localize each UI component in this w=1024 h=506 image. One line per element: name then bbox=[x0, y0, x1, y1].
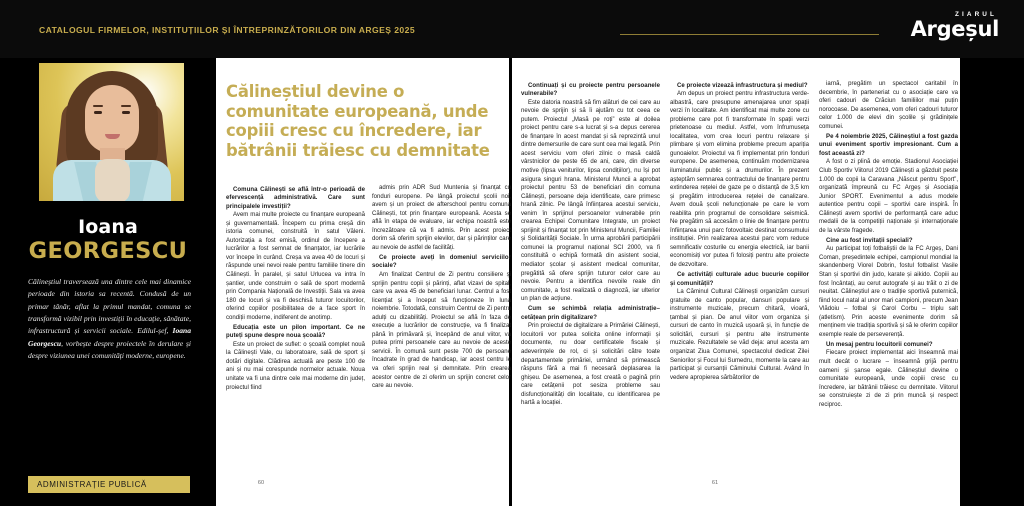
person-last-name: GEORGESCU bbox=[28, 238, 188, 264]
kicker-divider-rule bbox=[620, 34, 879, 35]
catalog-kicker: CATALOGUL FIRMELOR, INSTITUȚIILOR ȘI ÎNTREPRINZĂTORILOR DIN ARGEȘ 2025 bbox=[39, 25, 416, 35]
interview-question: Ce proiecte aveți în domeniul serviciilor sociale? bbox=[372, 254, 511, 270]
article-headline: Călineștiul devine o comunitate europeană, unde copiii cresc cu încredere, iar bătrânii trăiesc cu demnitate bbox=[226, 82, 490, 160]
logo-wordmark: Argeșul bbox=[910, 17, 999, 42]
interview-answer: Prin proiectul de digitalizare a Primăriei Călinești, locuitorii vor putea solicita online informații și documente, nu doar certificatele fiscale și adeverințele de rol, ci și solicitări către toate departamentele primăriei, urmând să primească răspuns fără a mai fi necesară deplasarea la ghișeu. De asemenea, a fost creată o pagină prin care cetățenii pot sesiza probleme sau disfuncționalități din localitate, cu identificarea pe hartă a locației. bbox=[521, 323, 660, 407]
interview-answer-continued: admis prin ADR Sud Muntenia și finanțat cu fonduri europene. Pe lângă proiectul școlii noi, avem și un proiect de afterschool pentru comuna Călinești, tot prin finanțare europeană. Acesta se află în etapa de evaluare, iar echipa noastră este încrezătoare că va fi admis. Prin acest proiect dorim să oferim sprijin elevilor, dar și părinților care au nevoie de astfel de facilități. bbox=[372, 185, 511, 251]
lede-text-part2: , vorbește despre proiectele în derulare și despre viziunea unei comunități moderne, europene. bbox=[28, 338, 191, 361]
interview-question: Cine au fost invitații speciali? bbox=[826, 237, 913, 244]
interview-question: Ce activități culturale aduc bucurie copiilor și comunității? bbox=[670, 272, 809, 287]
text-column-1 bbox=[226, 184, 365, 392]
interview-answer: Avem mai multe proiecte cu finanțare europeană și guvernamentală. Începem cu prima creșă din istoria comunei, construită în satul Văleni. Autorizația a fost emisă, ordinul de începere a lucrărilor a fost semnat de finanțator, iar lucrările vor începe în curând. Creșa va avea 40 de locuri și răspunde unei nevoi reale pentru familiile tinere din Călinești. În paralel, și satul Urlucea va intra în șantier, unde construim o sală de sport modernă prin Compania Națională de Investiții. Sala va avea 180 de locuri și va fi deschisă tuturor locuitorilor, oferind copiilor posibilitatea de a face sport în condiții moderne, indiferent de anotimp. bbox=[226, 212, 365, 321]
interview-answer: Au participat toți fotbaliștii de la FC Argeș, Dani Coman, președintele echipei, campionul mondial la skandenberg Viorel Dobrin, fostul fotbalist Vasile Stan și sportivi din judo, karate și aikido. Copiii au fost încântați, au cerut autografe și au trăit o zi de neuitat. Călineștiul are o tradiție sportivă puternică, fiind locul natal al unor mari campioni, precum Jean Vlădoiu – fotbal și Carol Corbu – triplu salt (atletism). Prin aceste evenimente dorim să menținem vie tradiția sportivă și să le oferim copiilor exemple reale de perseverență. bbox=[819, 246, 958, 338]
lede-name-highlight: Ioana Georgescu bbox=[28, 326, 191, 348]
interview-question: Pe 4 noiembrie 2025, Călineștiul a fost gazda unui eveniment sportiv impresionant. Cum a fost această zi? bbox=[819, 133, 958, 157]
interview-answer: Am depus un proiect pentru infrastructura verde-albastră, care presupune amenajarea unor spații verzi în localitate. Am identificat mai multe zone cu probleme care pot fi transformate în spații verzi prietenoase cu mediul. Astfel, vom înfrumuseța localitatea, vom crea locuri pentru relaxare și plimbare și vom elimina probleme precum apariția gunoaielor. Proiectul va fi implementat prin fonduri europene. De asemenea, continuăm modernizarea iluminatului public și a drumurilor. În prezent așteptăm semnarea contractului de finanțare pentru extinderea rețelei de gaze pe o distanță de 3,5 km și pregătim introducerea rețelei de canalizare. Avem două școli nefuncționale pe care le vom reabilita prin programul de consolidare seismică. Ne pregătim să accesăm o linie de finanțare pentru înființarea unui parc fotovoltaic destinat consumului instituției. Prin realizarea acestui parc vom reduce semnificativ costurile cu energia electrică, iar banii economisiți vor putea fi folosiți pentru alte proiecte de dezvoltare. bbox=[670, 91, 809, 268]
text-column-2 bbox=[372, 184, 511, 391]
ziarul-argesul-logo bbox=[911, 12, 999, 40]
text-column-4 bbox=[670, 80, 809, 382]
folio-page-number-left: 60 bbox=[257, 480, 265, 486]
person-first-name: Ioana bbox=[78, 216, 138, 238]
sidebar-lede bbox=[28, 276, 191, 362]
interview-answer: Este datoria noastră să fim alături de cei care au nevoie de sprijin și să îi ajutăm cu tot ceea ce putem. Proiectul „Masă pe roți” este al doilea proiect pentru care s-a lucrat și s-a depus cererea de finanțare în acest mandat și să reprezintă unul dintre demersurile de care sunt cea mai legată. Prin acest serviciu vom oferi zilnic o masă caldă vârstnicilor de peste 65 de ani, care, din diverse motive (lipsa veniturilor, lipsa condițiilor), nu își pot asigura singuri hrana. Ministerul Muncii a aprobat proiectul pentru 53 de beneficiari din comuna Călinești, persoane deja identificate, care primesc hrană zilnic. Pe lângă înființarea acestui serviciu, venim în sprijinul persoanelor vulnerabile prin crearea Echipei Comunitare Integrate, un proiect sprijinit și finanțat tot prin Ministerul Muncii, Familiei și Solidarității Sociale. În urma aprobării participării comunei la programul național SCI 2000, va fi constituită o echipă formată din asistent social, mediator școlar și asistent medical comunitar, pregătită să ofere sprijin tuturor celor care au nevoie. Pentru a identifica nevoile reale din comunitate, a fost realizată o diagnoză, iar ulterior un plan de acțiune. bbox=[521, 99, 660, 303]
text-column-3 bbox=[521, 80, 660, 408]
interview-answer-continued: iarnă, pregătim un spectacol caritabil în decembrie, în parteneriat cu o asociație care va oferi cadouri de Crăciun familiilor mai puțin norocoase. De asemenea, vom oferi cadouri tuturor celor 1.000 de elevi din școlile și grădinițele comunei. bbox=[819, 81, 958, 130]
category-badge: ADMINISTRAȚIE PUBLICĂ bbox=[28, 476, 190, 493]
interview-question: Comuna Călinești se află într-o perioadă de efervescență administrativă. Care sunt principalele investiții? bbox=[226, 186, 365, 210]
interview-answer: Este un proiect de suflet: o școală complet nouă la Călinești Vale, cu laboratoare, sală de sport și dotări digitale. Clădirea actuală are peste 100 de ani și nu mai corespunde normelor actuale. Noua unitate va fi una dintre cele mai moderne din județ, proiectul fiind bbox=[226, 341, 365, 391]
interview-question: Continuați și cu proiecte pentru persoanele vulnerabile? bbox=[521, 82, 660, 98]
folio-page-number-right: 61 bbox=[711, 480, 719, 486]
interview-question: Un mesaj pentru locuitorii comunei? bbox=[826, 341, 933, 348]
profile-sidebar bbox=[0, 58, 216, 506]
masthead-bar bbox=[0, 0, 1024, 58]
interview-answer: La Căminul Cultural Călinești organizăm cursuri gratuite de canto popular, dansuri populare și instrumente muzicale, precum chitară, vioară, țambal și pian. De anul viitor vom organiza și cursuri de canto în muzică ușoară și, în funcție de solicitări, cursuri și pentru alte instrumente muzicale. Rezultatele se văd deja: anul acesta am organizat Ziua Comunei, spectacolul dedicat Zilei Seniorilor și Focul lui Sumedru, momente la care au participat și cursanții Căminului Cultural. Având în vedere apropierea sărbătorilor de bbox=[670, 289, 809, 381]
interview-question: Ce proiecte vizează infrastructura și mediul? bbox=[677, 82, 808, 89]
interview-answer: Fiecare proiect implementat aici înseamnă mai mult decât o lucrare – înseamnă grijă pentru oameni și șanse egale. Călineștiul devine o comunitate europeană, unde copiii cresc cu încredere, iar bătrânii trăiesc cu demnitate. Viitorul se construiește zi de zi prin muncă și respect reciproc. bbox=[819, 350, 958, 408]
portrait-photo bbox=[39, 63, 184, 201]
interview-question: Educația este un pilon important. Ce ne puteți spune despre noua școală? bbox=[226, 324, 365, 340]
logo-superscript: ZIARUL bbox=[954, 11, 997, 18]
lede-text-part1: Călineștiul traversează una dintre cele mai dinamice perioade din istoria sa recentă. Condusă de un primar tânăr, aflat la primul mandat, comuna se transformă vizibil prin investiții în educație, sănătate, infrastructură și servicii sociale. Edilul-șef, bbox=[28, 277, 191, 336]
text-column-5 bbox=[819, 80, 958, 409]
interview-answer: Am finalizat Centrul de Zi pentru consiliere și sprijin pentru copii și părinți, aflat vizavi de spital, care va avea 45 de beneficiari lunar. Centrul a fost licențiat și a început să funcționeze în luna noiembrie. Totodată, construim Centrul de Zi pentru adulți cu dizabilități. Proiectul se află în faza de execuție a lucrărilor de construcție, va fi finalizat până în primăvară și, începând de anul viitor, va putea primi persoanele care au nevoie de aceste servicii. În comună sunt peste 700 de persoane încadrate în grad de handicap, iar acest centru le va oferi sprijin real și demnitate. Prin crearea acestor centre de zi oferim un sprijin concret celor care au nevoie. bbox=[372, 271, 511, 390]
interview-question: Cum se schimbă relația administrație–cetățean prin digitalizare? bbox=[521, 306, 660, 321]
interview-answer: A fost o zi plină de emoție. Stadionul Asociației Club Sportiv Viitorul 2019 Călinești a găzduit peste 1.000 de copii la Caravana „Născut pentru Sport”, organizată împreună cu FC Argeș și Asociația Junior SPORT. Evenimentul a adus modele autentice pentru copii – sportivi care inspiră. În Călinești avem sportivi de performanță care aduc medalii de la competiții naționale și internaționale de la vârste fragede. bbox=[819, 159, 958, 234]
